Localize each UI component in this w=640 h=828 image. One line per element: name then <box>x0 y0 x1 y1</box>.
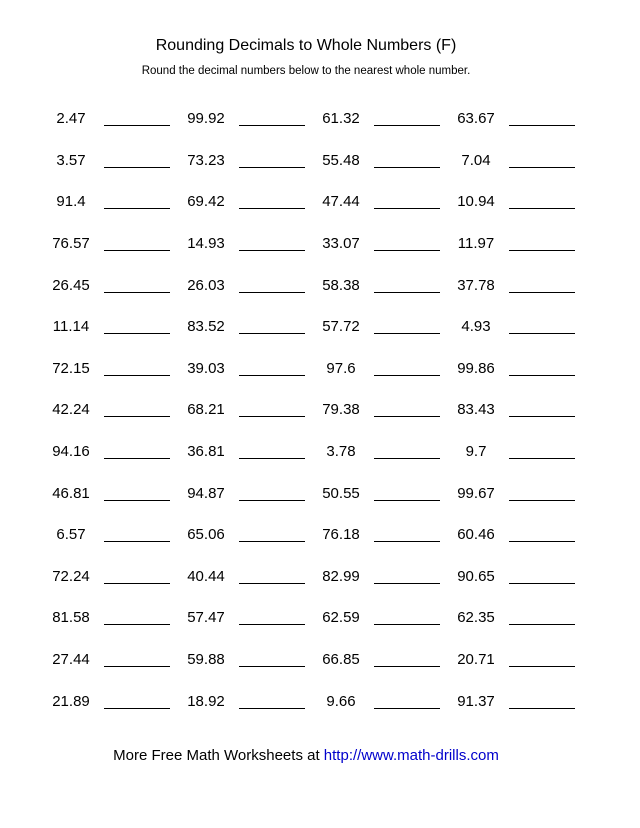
problem-item <box>308 443 443 460</box>
decimal-number: 91.4 <box>56 193 86 211</box>
problem-item <box>443 193 578 210</box>
problem-item <box>443 568 578 585</box>
answer-blank[interactable] <box>104 416 170 417</box>
problem-item <box>308 360 443 377</box>
problem-item <box>38 609 173 626</box>
decimal-number: 62.59 <box>322 609 360 627</box>
worksheet-title: Rounding Decimals to Whole Numbers (F) <box>155 37 457 54</box>
problem-row <box>38 264 578 306</box>
decimal-number: 94.16 <box>52 443 90 461</box>
answer-blank[interactable] <box>374 666 440 667</box>
answer-blank[interactable] <box>104 292 170 293</box>
decimal-number: 36.81 <box>187 443 225 461</box>
problem-item <box>443 318 578 335</box>
problem-row <box>38 389 578 431</box>
answer-blank[interactable] <box>374 416 440 417</box>
decimal-number: 18.92 <box>187 692 225 710</box>
decimal-number: 21.89 <box>52 692 90 710</box>
decimal-number: 20.71 <box>457 651 495 669</box>
answer-blank[interactable] <box>374 292 440 293</box>
answer-blank[interactable] <box>239 500 305 501</box>
decimal-number: 68.21 <box>187 401 225 419</box>
problem-item <box>38 651 173 668</box>
answer-blank[interactable] <box>509 125 575 126</box>
decimal-number: 39.03 <box>187 359 225 377</box>
answer-blank[interactable] <box>239 458 305 459</box>
answer-blank[interactable] <box>239 250 305 251</box>
problem-item <box>308 152 443 169</box>
problem-item <box>443 651 578 668</box>
answer-blank[interactable] <box>104 125 170 126</box>
problem-item <box>173 360 308 377</box>
decimal-number: 3.57 <box>56 151 86 169</box>
decimal-number: 2.47 <box>56 110 86 128</box>
problem-item <box>443 443 578 460</box>
answer-blank[interactable] <box>509 500 575 501</box>
answer-blank[interactable] <box>374 458 440 459</box>
decimal-number: 63.67 <box>457 110 495 128</box>
problem-item <box>173 485 308 502</box>
decimal-number: 57.47 <box>187 609 225 627</box>
answer-blank[interactable] <box>509 250 575 251</box>
answer-blank[interactable] <box>104 208 170 209</box>
decimal-number: 94.87 <box>187 484 225 502</box>
problem-item <box>443 277 578 294</box>
answer-blank[interactable] <box>509 208 575 209</box>
decimal-number: 57.72 <box>322 318 360 336</box>
decimal-number: 42.24 <box>52 401 90 419</box>
problem-row <box>38 223 578 265</box>
answer-blank[interactable] <box>104 250 170 251</box>
decimal-number: 10.94 <box>457 193 495 211</box>
decimal-number: 4.93 <box>461 318 491 336</box>
problem-item <box>173 526 308 543</box>
problem-item <box>308 110 443 127</box>
problem-item <box>173 609 308 626</box>
answer-blank[interactable] <box>239 624 305 625</box>
problem-item <box>38 152 173 169</box>
decimal-number: 66.85 <box>322 651 360 669</box>
problem-item <box>173 235 308 252</box>
answer-blank[interactable] <box>509 458 575 459</box>
problem-item <box>38 193 173 210</box>
problem-item <box>173 318 308 335</box>
problem-item <box>443 485 578 502</box>
decimal-number: 46.81 <box>52 484 90 502</box>
problem-item <box>38 360 173 377</box>
decimal-number: 50.55 <box>322 484 360 502</box>
decimal-number: 62.35 <box>457 609 495 627</box>
answer-blank[interactable] <box>374 250 440 251</box>
answer-blank[interactable] <box>104 167 170 168</box>
answer-blank[interactable] <box>239 375 305 376</box>
problem-item <box>308 193 443 210</box>
problem-row <box>38 348 578 390</box>
problem-item <box>308 568 443 585</box>
problem-item <box>443 401 578 418</box>
decimal-number: 7.04 <box>461 151 491 169</box>
problem-row <box>38 514 578 556</box>
decimal-number: 61.32 <box>322 110 360 128</box>
answer-blank[interactable] <box>374 541 440 542</box>
problem-row <box>38 639 578 681</box>
answer-blank[interactable] <box>509 416 575 417</box>
decimal-number: 55.48 <box>322 151 360 169</box>
problem-item <box>173 693 308 710</box>
answer-blank[interactable] <box>104 624 170 625</box>
answer-blank[interactable] <box>509 583 575 584</box>
answer-blank[interactable] <box>239 292 305 293</box>
problem-item <box>443 360 578 377</box>
decimal-number: 11.97 <box>457 235 495 253</box>
problem-item <box>173 443 308 460</box>
decimal-number: 81.58 <box>52 609 90 627</box>
problem-item <box>308 277 443 294</box>
decimal-number: 37.78 <box>457 276 495 294</box>
footer-text: More Free Math Worksheets at <box>113 747 324 764</box>
problem-row <box>38 140 578 182</box>
answer-blank[interactable] <box>509 375 575 376</box>
problem-item <box>38 526 173 543</box>
problem-item <box>308 485 443 502</box>
problem-item <box>173 110 308 127</box>
problem-item <box>443 526 578 543</box>
answer-blank[interactable] <box>374 583 440 584</box>
decimal-number: 82.99 <box>322 567 360 585</box>
problem-item <box>38 401 173 418</box>
problem-row <box>38 181 578 223</box>
decimal-number: 3.78 <box>326 443 356 461</box>
answer-blank[interactable] <box>509 333 575 334</box>
footer-link[interactable]: http://www.math-drills.com <box>323 747 499 764</box>
answer-blank[interactable] <box>104 666 170 667</box>
problem-row <box>38 306 578 348</box>
answer-blank[interactable] <box>104 500 170 501</box>
answer-blank[interactable] <box>374 333 440 334</box>
answer-blank[interactable] <box>104 375 170 376</box>
decimal-number: 99.67 <box>457 484 495 502</box>
problem-item <box>173 193 308 210</box>
answer-blank[interactable] <box>374 624 440 625</box>
answer-blank[interactable] <box>239 125 305 126</box>
answer-blank[interactable] <box>374 167 440 168</box>
problem-item <box>173 152 308 169</box>
problem-item <box>38 693 173 710</box>
answer-blank[interactable] <box>104 583 170 584</box>
decimal-number: 99.92 <box>187 110 225 128</box>
problem-item <box>308 318 443 335</box>
problem-item <box>38 235 173 252</box>
answer-blank[interactable] <box>239 333 305 334</box>
answer-blank[interactable] <box>374 208 440 209</box>
decimal-number: 14.93 <box>187 235 225 253</box>
answer-blank[interactable] <box>509 708 575 709</box>
problem-item <box>173 401 308 418</box>
decimal-number: 99.86 <box>457 359 495 377</box>
answer-blank[interactable] <box>104 458 170 459</box>
problem-item <box>443 609 578 626</box>
decimal-number: 11.14 <box>52 318 90 336</box>
problem-row <box>38 472 578 514</box>
answer-blank[interactable] <box>239 416 305 417</box>
answer-blank[interactable] <box>374 125 440 126</box>
decimal-number: 26.03 <box>187 276 225 294</box>
answer-blank[interactable] <box>509 167 575 168</box>
decimal-number: 83.43 <box>457 401 495 419</box>
answer-blank[interactable] <box>239 167 305 168</box>
answer-blank[interactable] <box>104 333 170 334</box>
decimal-number: 33.07 <box>322 235 360 253</box>
answer-blank[interactable] <box>239 541 305 542</box>
decimal-number: 76.57 <box>52 235 90 253</box>
worksheet-instructions: Round the decimal numbers below to the nearest whole number. <box>141 65 471 77</box>
problem-item <box>173 651 308 668</box>
problem-row <box>38 597 578 639</box>
problem-item <box>443 693 578 710</box>
problem-item <box>38 277 173 294</box>
answer-blank[interactable] <box>374 500 440 501</box>
answer-blank[interactable] <box>104 708 170 709</box>
problem-item <box>308 401 443 418</box>
problem-item <box>308 609 443 626</box>
decimal-number: 9.7 <box>465 443 487 461</box>
decimal-number: 40.44 <box>187 567 225 585</box>
problem-grid <box>38 98 578 722</box>
problem-row <box>38 98 578 140</box>
problem-item <box>443 235 578 252</box>
problem-item <box>308 693 443 710</box>
problem-item <box>308 526 443 543</box>
footer <box>0 747 612 764</box>
decimal-number: 72.15 <box>52 359 90 377</box>
decimal-number: 73.23 <box>187 151 225 169</box>
answer-blank[interactable] <box>239 708 305 709</box>
decimal-number: 91.37 <box>457 692 495 710</box>
decimal-number: 72.24 <box>52 567 90 585</box>
problem-item <box>38 318 173 335</box>
decimal-number: 65.06 <box>187 526 225 544</box>
problem-item <box>38 568 173 585</box>
problem-row <box>38 556 578 598</box>
answer-blank[interactable] <box>239 666 305 667</box>
decimal-number: 27.44 <box>52 651 90 669</box>
answer-blank[interactable] <box>374 708 440 709</box>
decimal-number: 58.38 <box>322 276 360 294</box>
problem-item <box>443 152 578 169</box>
problem-item <box>38 485 173 502</box>
decimal-number: 76.18 <box>322 526 360 544</box>
answer-blank[interactable] <box>509 666 575 667</box>
decimal-number: 79.38 <box>322 401 360 419</box>
decimal-number: 6.57 <box>56 526 86 544</box>
problem-row <box>38 431 578 473</box>
answer-blank[interactable] <box>509 541 575 542</box>
answer-blank[interactable] <box>509 292 575 293</box>
answer-blank[interactable] <box>104 541 170 542</box>
problem-item <box>173 277 308 294</box>
problem-item <box>38 443 173 460</box>
decimal-number: 83.52 <box>187 318 225 336</box>
decimal-number: 90.65 <box>457 567 495 585</box>
decimal-number: 69.42 <box>187 193 225 211</box>
problem-item <box>38 110 173 127</box>
problem-row <box>38 680 578 722</box>
decimal-number: 59.88 <box>187 651 225 669</box>
problem-item <box>443 110 578 127</box>
decimal-number: 60.46 <box>457 526 495 544</box>
decimal-number: 9.66 <box>326 692 356 710</box>
decimal-number: 47.44 <box>322 193 360 211</box>
answer-blank[interactable] <box>374 375 440 376</box>
decimal-number: 26.45 <box>52 276 90 294</box>
answer-blank[interactable] <box>509 624 575 625</box>
problem-item <box>173 568 308 585</box>
decimal-number: 97.6 <box>326 359 356 377</box>
answer-blank[interactable] <box>239 208 305 209</box>
problem-item <box>308 651 443 668</box>
problem-item <box>308 235 443 252</box>
answer-blank[interactable] <box>239 583 305 584</box>
